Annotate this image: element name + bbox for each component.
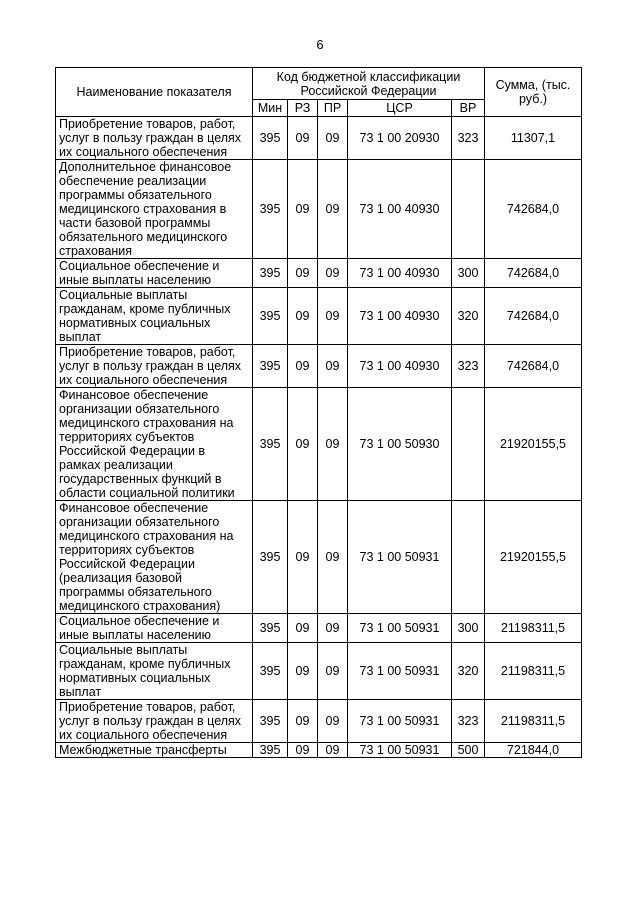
table-body	[56, 117, 582, 758]
row-pr: 09	[318, 160, 348, 259]
row-vr: 500	[452, 743, 485, 758]
row-rz: 09	[288, 117, 318, 160]
header-name: Наименование показателя	[56, 68, 253, 117]
row-name: Приобретение товаров, работ, услуг в пользу граждан в целях их социального обеспечения	[56, 117, 253, 160]
row-min: 395	[253, 643, 288, 700]
row-sum: 21920155,5	[485, 388, 582, 501]
row-min: 395	[253, 614, 288, 643]
row-csr: 73 1 00 40930	[348, 288, 452, 345]
header-sum: Сумма, (тыс. руб.)	[485, 68, 582, 117]
row-min: 395	[253, 117, 288, 160]
row-csr: 73 1 00 40930	[348, 160, 452, 259]
row-rz: 09	[288, 388, 318, 501]
row-vr	[452, 160, 485, 259]
row-rz: 09	[288, 160, 318, 259]
row-sum: 742684,0	[485, 345, 582, 388]
page-number: 6	[316, 37, 324, 52]
header-rz: РЗ	[288, 100, 318, 117]
row-vr: 323	[452, 700, 485, 743]
row-pr: 09	[318, 643, 348, 700]
row-min: 395	[253, 501, 288, 614]
row-name: Финансовое обеспечение организации обязательного медицинского страхования на территориях субъектов Российской Федерации в рамках реализации государственных функций в области социальной политики	[56, 388, 253, 501]
row-name: Приобретение товаров, работ, услуг в пользу граждан в целях их социального обеспечения	[56, 345, 253, 388]
row-rz: 09	[288, 614, 318, 643]
row-pr: 09	[318, 388, 348, 501]
row-csr: 73 1 00 50930	[348, 388, 452, 501]
row-pr: 09	[318, 259, 348, 288]
row-pr: 09	[318, 345, 348, 388]
row-sum: 21198311,5	[485, 700, 582, 743]
row-pr: 09	[318, 501, 348, 614]
table-row	[56, 288, 582, 345]
row-csr: 73 1 00 20930	[348, 117, 452, 160]
table-row	[56, 700, 582, 743]
row-rz: 09	[288, 345, 318, 388]
row-csr: 73 1 00 50931	[348, 700, 452, 743]
row-sum: 11307,1	[485, 117, 582, 160]
row-rz: 09	[288, 288, 318, 345]
row-vr: 320	[452, 288, 485, 345]
header-row-top	[56, 68, 582, 100]
row-name: Социальное обеспечение и иные выплаты населению	[56, 259, 253, 288]
row-csr: 73 1 00 50931	[348, 643, 452, 700]
row-min: 395	[253, 388, 288, 501]
header-vr: ВР	[452, 100, 485, 117]
row-rz: 09	[288, 643, 318, 700]
row-sum: 21198311,5	[485, 643, 582, 700]
row-min: 395	[253, 259, 288, 288]
header-csr: ЦСР	[348, 100, 452, 117]
row-vr: 300	[452, 259, 485, 288]
row-vr: 300	[452, 614, 485, 643]
row-name: Межбюджетные трансферты	[56, 743, 253, 758]
row-min: 395	[253, 345, 288, 388]
row-min: 395	[253, 700, 288, 743]
row-csr: 73 1 00 50931	[348, 743, 452, 758]
table-row	[56, 643, 582, 700]
row-name: Социальное обеспечение и иные выплаты населению	[56, 614, 253, 643]
row-sum: 742684,0	[485, 160, 582, 259]
row-sum: 21920155,5	[485, 501, 582, 614]
row-csr: 73 1 00 50931	[348, 501, 452, 614]
row-rz: 09	[288, 501, 318, 614]
table-row	[56, 345, 582, 388]
row-min: 395	[253, 743, 288, 758]
row-name: Приобретение товаров, работ, услуг в пользу граждан в целях их социального обеспечения	[56, 700, 253, 743]
table-row	[56, 743, 582, 758]
row-pr: 09	[318, 117, 348, 160]
header-pr: ПР	[318, 100, 348, 117]
row-vr: 320	[452, 643, 485, 700]
row-sum: 742684,0	[485, 288, 582, 345]
row-vr: 323	[452, 117, 485, 160]
row-vr	[452, 501, 485, 614]
header-code-group: Код бюджетной классификации Российской Федерации	[253, 68, 485, 100]
row-name: Социальные выплаты гражданам, кроме публичных нормативных социальных выплат	[56, 643, 253, 700]
row-csr: 73 1 00 40930	[348, 259, 452, 288]
row-pr: 09	[318, 743, 348, 758]
row-min: 395	[253, 160, 288, 259]
table-row	[56, 259, 582, 288]
row-min: 395	[253, 288, 288, 345]
row-pr: 09	[318, 288, 348, 345]
header-min: Мин	[253, 100, 288, 117]
row-pr: 09	[318, 700, 348, 743]
row-rz: 09	[288, 700, 318, 743]
table-row	[56, 160, 582, 259]
row-pr: 09	[318, 614, 348, 643]
row-name: Социальные выплаты гражданам, кроме публичных нормативных социальных выплат	[56, 288, 253, 345]
row-csr: 73 1 00 40930	[348, 345, 452, 388]
row-csr: 73 1 00 50931	[348, 614, 452, 643]
row-rz: 09	[288, 743, 318, 758]
row-vr: 323	[452, 345, 485, 388]
table-row	[56, 614, 582, 643]
table-row	[56, 388, 582, 501]
budget-table	[55, 67, 582, 758]
row-rz: 09	[288, 259, 318, 288]
row-name: Финансовое обеспечение организации обязательного медицинского страхования на территориях субъектов Российской Федерации (реализация базовой программы обязательного медицинского страхования)	[56, 501, 253, 614]
table-row	[56, 117, 582, 160]
row-name: Дополнительное финансовое обеспечение реализации программы обязательного медицинского страхования в части базовой программы обязательного медицинского страхования	[56, 160, 253, 259]
row-sum: 21198311,5	[485, 614, 582, 643]
table-row	[56, 501, 582, 614]
row-vr	[452, 388, 485, 501]
row-sum: 721844,0	[485, 743, 582, 758]
row-sum: 742684,0	[485, 259, 582, 288]
